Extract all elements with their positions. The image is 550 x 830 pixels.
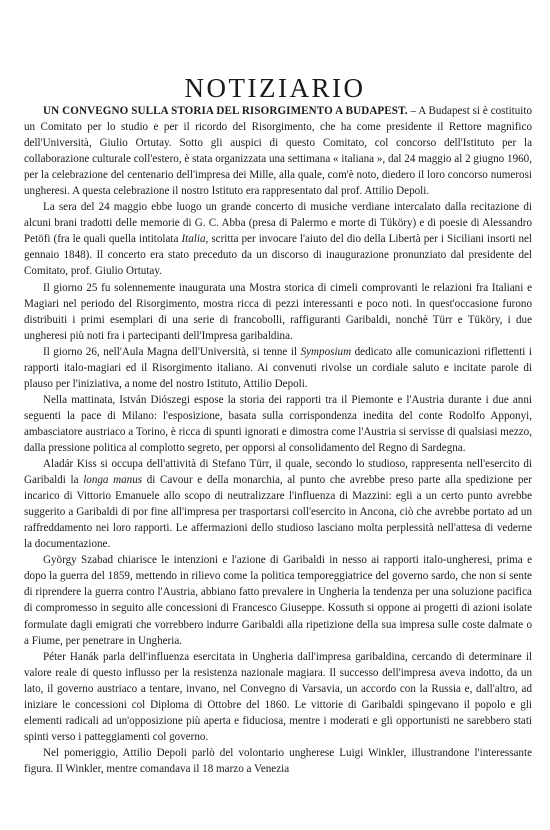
poem-title: Italia [181, 233, 206, 246]
longa-manus-term: longa manus [83, 474, 143, 487]
paragraph-3: Il giorno 25 fu solennemente inaugurata una Mostra storica di cimeli comprovanti le relazioni fra Italiani e Magiari nel periodo del Risorgimento, mostra ricca di pezzi interessanti e poco noti. In quest'occasione furono distribuiti i primi esemplari di una serie di francobolli, raffiguranti Garibaldi, nonchè Türr e Tüköry, i due ungheresi più noti fra i partecipanti dell'Impresa garibaldina. [24, 281, 532, 342]
paragraph-9: Nel pomeriggio, Attilio Depoli parlò del volontario ungherese Luigi Winkler, illustrandone l'interessante figura. Il Winkler, mentre comandava il 18 marzo a Venezia [24, 746, 532, 775]
paragraph-7: György Szabad chiarisce le intenzioni e l'azione di Garibaldi in nesso ai rapporti italo-ungheresi, prima e dopo la guerra del 1859, mettendo in rilievo come la politica temporeggiatrice del governo sardo, che non si sente di riprendere la guerra contro l'Austria, abbiano fatto prevalere in Ungheria la tendenza per una soluzione pacifica di compromesso in seguito alle concessioni di Francesco Giuseppe. Kossuth si oppone ai progetti di azioni isolate formulate dagli emigrati che vorrebbero indurre Garibaldi alla ripetizione della sua impresa sulle coste dalmate o a Fiume, per penetrare in Ungheria. [24, 554, 532, 647]
paragraph-2-text-b: , scritta per invocare l'aiuto del dio della Libertà per i Siciliani insorti nel gennaio 1848). Il concerto era stato preceduto da un discorso di inaugurazione pronunziato dal presidente del Comitato, prof. Giulio Ortutay. [24, 233, 532, 278]
paragraph-2 [24, 199, 532, 279]
paragraph-5: Nella mattinata, István Diószegi espose la storia dei rapporti tra il Piemonte e l'Austria durante i due anni seguenti la pace di Milano: l'esposizione, basata sulla corrispondenza inedita del conte Rodolfo Apponyi, ambasciatore austriaco a Torino, è ricca di spunti ignorati e dimostra come l'Austria si servisse di qualsiasi mezzo, dalla pressione politica al complotto segreto, per opporsi al consolidamento del Regno di Sardegna. [24, 393, 532, 454]
paragraph-1 [24, 103, 532, 199]
article-body [24, 103, 532, 777]
paragraph-1-text: – A Budapest si è costituito un Comitato per lo studio e per il ricordo del Risorgimento, che ha come presidente il Rettore magnifico dell'Università, Giulio Ortutay. Sotto gli auspici di questo Comitato, col concorso dell'Istituto per la collaborazione culturale coll'estero, è stata organizzata una settimana « italiana », dal 24 maggio al 2 giugno 1960, per la celebrazione del centenario dell'impresa dei Mille, alla quale, com'è noto, diedero il loro concorso numerosi ungheresi. A questa celebrazione il nostro Istituto era rappresentato dal prof. Attilio Depoli. [24, 105, 532, 198]
paragraph-6 [24, 456, 532, 552]
section-title: NOTIZIARIO [184, 73, 366, 104]
paragraph-2-text-a: La sera del 24 maggio ebbe luogo un grande concerto di musiche verdiane intercalato dalla recitazione di alcuni brani tradotti delle memorie di G. C. Abba (presa di Palermo e morte di Tüköry) e di poesie di Alessandro Petöfi (fra le quali quella intitolata [24, 201, 532, 246]
paragraph-8: Péter Hanák parla dell'influenza esercitata in Ungheria dall'impresa garibaldina, cercando di determinare il valore reale di questo influsso per la resistenza nazionale magiara. Il successo dell'impresa aveva indotto, da un lato, il governo austriaco a tentare, invano, nel Convegno di Varsavia, un accordo con la Russia e, dall'altro, ad iniziare le concessioni col Diploma di Ottobre del 1860. Le vittorie di Garibaldi spingevano il popolo e gli elementi radicali ad un'opposizione più aperta e fiduciosa, mentre i moderati e gli opportunisti ne sarebbero stati spinti verso i patteggiamenti col governo. [24, 650, 532, 743]
paragraph-4 [24, 344, 532, 392]
paragraph-4-text-a: Il giorno 26, nell'Aula Magna dell'Università, si tenne il [43, 345, 301, 358]
symposium-term: Symposium [300, 345, 352, 358]
paragraph-4-text-b: dedicato alle comunicazioni riflettenti i rapporti italo-magiari ed il Risorgimento italiano. Ai convenuti rivolse un cordiale saluto e incitate parole di plauso per l'iniziativa, a nome del nostro Istituto, Attilio Depoli. [24, 345, 532, 390]
article-heading: UN CONVEGNO SULLA STORIA DEL RISORGIMENTO A BUDAPEST. [43, 105, 408, 117]
paragraph-6-text-b: di Cavour e della monarchia, al punto che avrebbe preso parte alla spedizione per incarico di Vittorio Emanuele allo scopo di neutralizzare l'influenza di Mazzini: egli a un certo punto avrebbe suggerito a Garibaldi di por fine all'impresa per trasportarsi coll'esercito in Ancona, ciò che avrebbe portato ad un raffreddamento nei loro rapporti. Le affermazioni dello studioso lasciano molta perplessità nell'attesa di vederne la documentazione. [24, 474, 532, 551]
paragraph-6-text-a: Aladár Kiss si occupa dell'attività di Stefano Türr, il quale, secondo lo studioso, rappresenta nell'esercito di Garibaldi la [24, 458, 532, 487]
